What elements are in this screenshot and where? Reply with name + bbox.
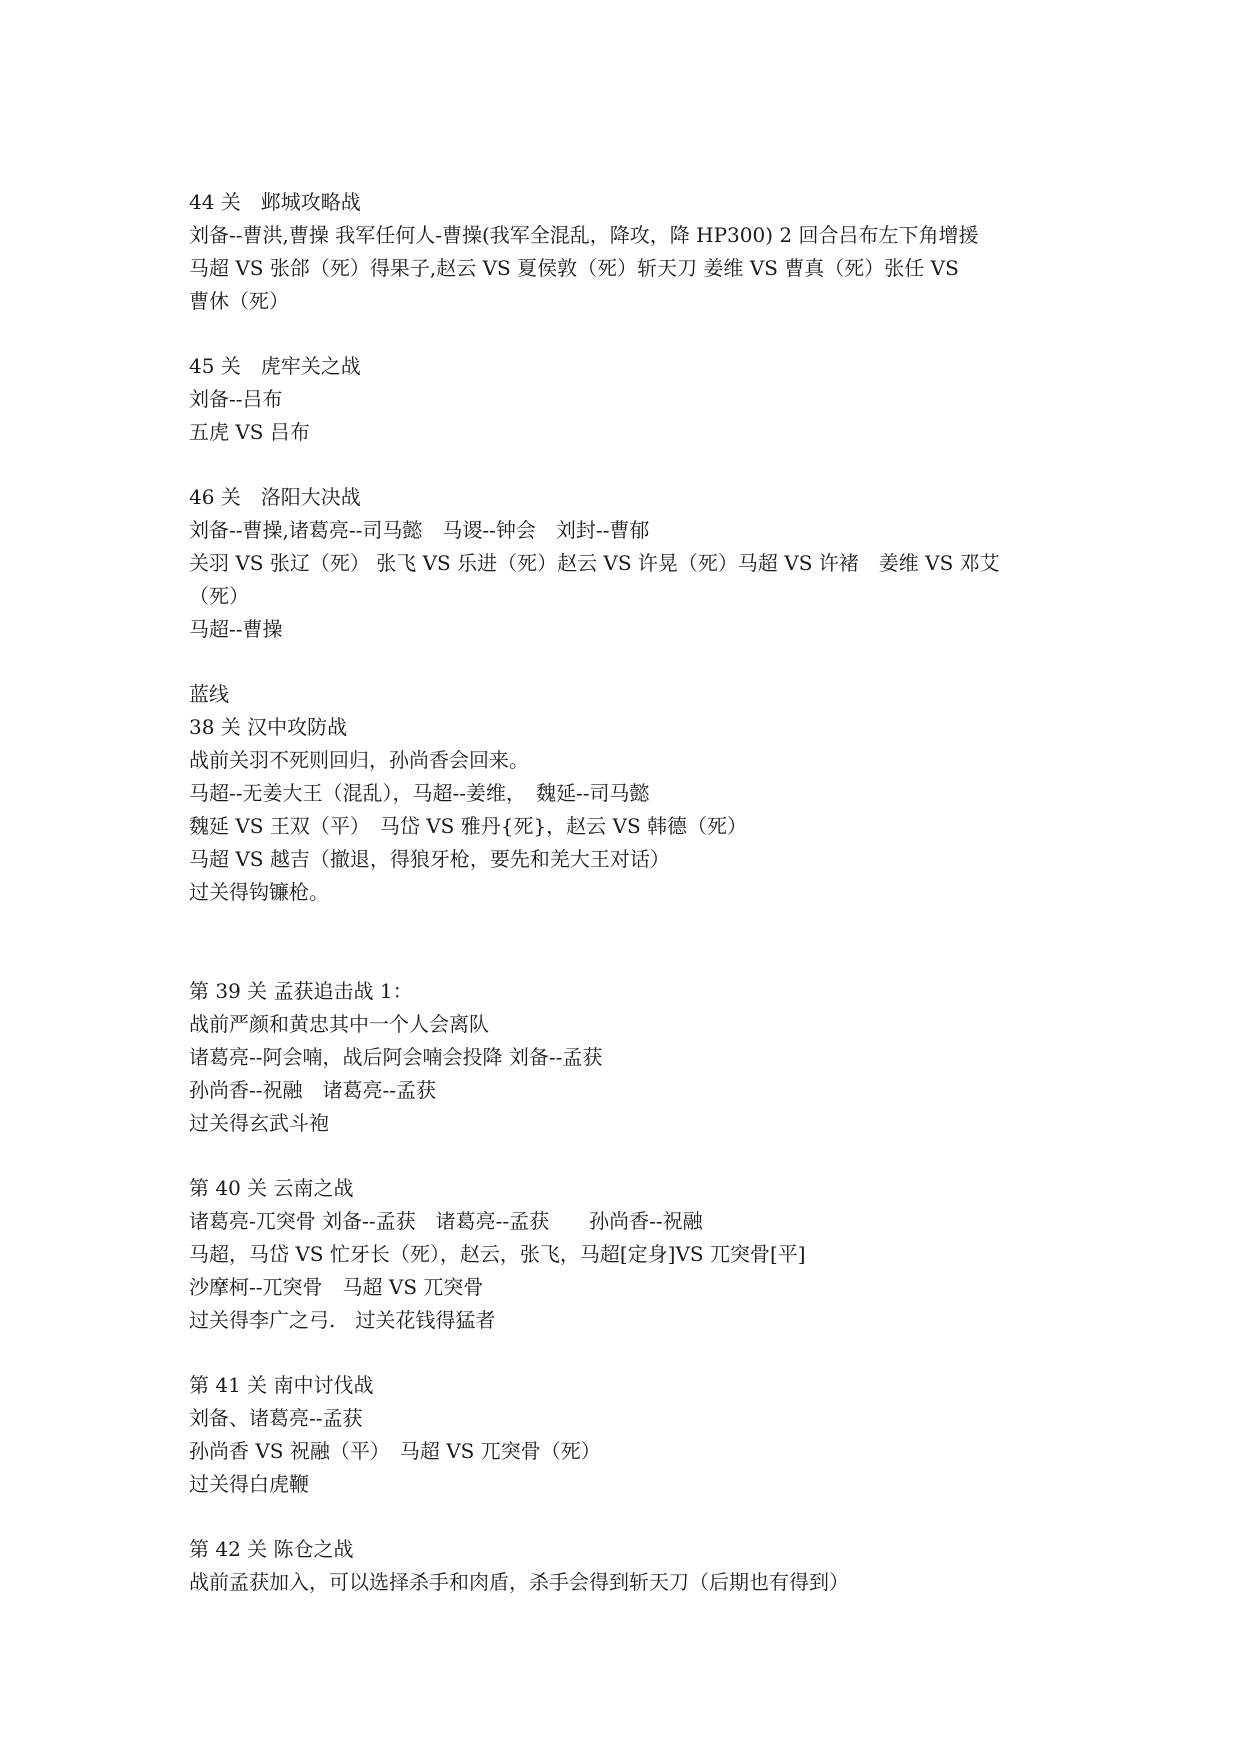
spacer — [189, 318, 1069, 350]
text-line: 曹休（死） — [189, 289, 289, 313]
section-heading: 第 41 关 南中讨伐战 — [189, 1373, 374, 1397]
document-page — [189, 186, 1069, 1599]
section-heading: 44 关 邺城攻略战 — [189, 190, 361, 214]
text-line: 过关得玄武斗袍 — [189, 1111, 329, 1135]
section-level-41 — [189, 1369, 1069, 1501]
spacer — [189, 449, 1069, 481]
text-line: 马超 VS 越吉（撤退，得狼牙枪，要先和羌大王对话） — [189, 847, 670, 871]
text-line: 过关得白虎鞭 — [189, 1472, 309, 1496]
spacer — [189, 909, 1069, 975]
text-line: 过关得李广之弓. 过关花钱得猛者 — [189, 1308, 496, 1332]
section-heading: 46 关 洛阳大决战 — [189, 485, 361, 509]
spacer — [189, 1501, 1069, 1533]
section-level-40 — [189, 1172, 1069, 1337]
section-heading: 第 40 关 云南之战 — [189, 1176, 354, 1200]
spacer — [189, 646, 1069, 678]
section-heading: 45 关 虎牢关之战 — [189, 354, 361, 378]
section-level-39 — [189, 975, 1069, 1140]
section-level-45 — [189, 350, 1069, 449]
text-line: 战前孟获加入，可以选择杀手和肉盾，杀手会得到斩天刀（后期也有得到） — [189, 1570, 849, 1594]
text-line: 刘备--曹洪,曹操 我军任何人-曹操(我军全混乱，降攻，降 HP300) 2 回合吕布左下角增援 — [189, 223, 979, 247]
text-line: 马超，马岱 VS 忙牙长（死），赵云，张飞，马超[定身]VS 兀突骨[平] — [189, 1242, 806, 1266]
spacer — [189, 1140, 1069, 1172]
section-level-44 — [189, 186, 1069, 318]
text-line: 战前关羽不死则回归，孙尚香会回来。 — [189, 748, 529, 772]
text-line: 战前严颜和黄忠其中一个人会离队 — [189, 1012, 489, 1036]
text-line: （死） — [189, 584, 249, 608]
text-line: 马超--无姜大王（混乱），马超--姜维， 魏延--司马懿 — [189, 781, 650, 805]
text-line: 马超 VS 张郃（死）得果子,赵云 VS 夏侯敦（死）斩天刀 姜维 VS 曹真（死）张任 VS — [189, 256, 959, 280]
section-heading: 第 39 关 孟获追击战 1： — [189, 979, 413, 1003]
section-level-42 — [189, 1533, 1069, 1599]
text-line: 孙尚香--祝融 诸葛亮--孟获 — [189, 1078, 437, 1102]
section-level-46 — [189, 481, 1069, 646]
text-line: 沙摩柯--兀突骨 马超 VS 兀突骨 — [189, 1275, 484, 1299]
text-line: 刘备--吕布 — [189, 387, 283, 411]
route-heading: 蓝线 — [189, 682, 229, 706]
text-line: 马超--曹操 — [189, 617, 283, 641]
text-line: 刘备--曹操,诸葛亮--司马懿 马谡--钟会 刘封--曹郁 — [189, 518, 650, 542]
text-line: 诸葛亮--阿会喃，战后阿会喃会投降 刘备--孟获 — [189, 1045, 603, 1069]
text-line: 魏延 VS 王双（平） 马岱 VS 雅丹{死}，赵云 VS 韩德（死） — [189, 814, 748, 838]
section-heading: 38 关 汉中攻防战 — [189, 715, 348, 739]
text-line: 五虎 VS 吕布 — [189, 420, 310, 444]
section-heading: 第 42 关 陈仓之战 — [189, 1537, 354, 1561]
text-line: 关羽 VS 张辽（死） 张飞 VS 乐进（死）赵云 VS 许晃（死）马超 VS 许褚 姜维 VS 邓艾 — [189, 551, 1000, 575]
text-line: 刘备、诸葛亮--孟获 — [189, 1406, 363, 1430]
text-line: 孙尚香 VS 祝融（平） 马超 VS 兀突骨（死） — [189, 1439, 601, 1463]
text-line: 诸葛亮-兀突骨 刘备--孟获 诸葛亮--孟获 孙尚香--祝融 — [189, 1209, 703, 1233]
spacer — [189, 1337, 1069, 1369]
text-line: 过关得钩镰枪。 — [189, 880, 329, 904]
section-blue-line-level-38 — [189, 678, 1069, 909]
